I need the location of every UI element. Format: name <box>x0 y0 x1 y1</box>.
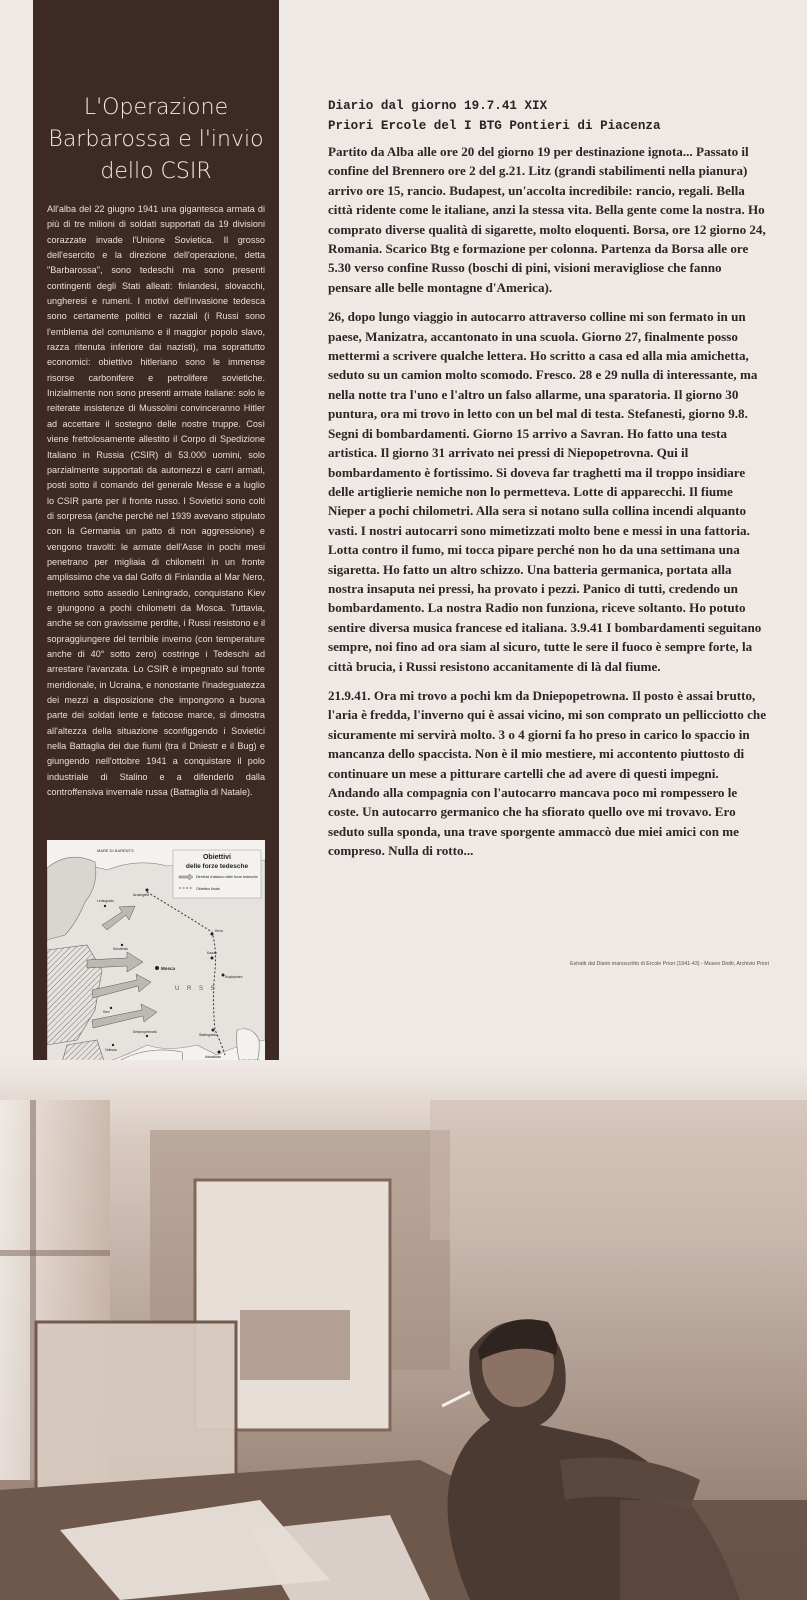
intro-text: All'alba del 22 giugno 1941 una gigantesca armata di più di tre milioni di soldati supportati da 19 divisioni corazzate invade l'Unione Sovietica. Il grosso dell'esercito e la direzione dell'operazione, detta "Barbarossa", sono tedeschi ma sono presenti contingenti degli Stati alleati: finlandesi, slovacchi, ungheresi e rumeni. I motivi dell'invasione tedesca sono certamente politici e razziali (i Russi sono l'emblema del comunismo e il maggior popolo slavo, razza ritenuta inferiore dai nazisti), ma soprattutto economici: obiettivo hitleriano sono le immense risorse carbonifere e petrolifere sovietiche. Inizialmente non sono presenti armate italiane: solo le reiterate insistenze di Mussolini convinceranno Hitler ad accettare il sostegno delle nostre truppe. Così viene frettolosamente allestito il Corpo di Spedizione Italiano in Russia (CSIR) di 53.000 uomini, solo parzialmente supportati da automezzi e carri armati, posti sotto il comando del generale Messe e a luglio lo CSIR parte per il fronte russo. I Sovietici sono colti di sorpresa (anche perché nel 1939 avevano stipulato con la Germania un patto di non aggressione) e vengono travolti: le armate dell'Asse in pochi mesi penetrano per migliaia di chilometri in un fronte amplissimo che va dal Golfo di Finlandia al Mar Nero, mettono sotto assedio Leningrado, conquistano Kiev e giungono a pochi chilometri da Mosca. Tuttavia, anche se con gravissime perdite, i Russi resistono e il sopraggiungere del terribile inverno (con temperature anche di 40° sotto zero) costringe i Tedeschi ad arrestare l'avanzata. Lo CSIR è impegnato sul fronte meridionale, in Ucraina, e nonostante l'inadeguatezza dei mezzi a disposizione che impongono a buona parte dei soldati lente e faticose marce, si dimostra all'altezza della situazione sconfiggendo i Sovietici nella Battaglia dei due fiumi (tra il Dniestr e il Bug) e giungendo nell'ottobre 1941 a conquistare il polo industriale di Stalino e a difenderlo dalla controffensiva invernale russa (Battaglia di Natale). <box>47 204 265 798</box>
map-title-2: delle forze tedesche <box>185 863 249 870</box>
label-kiev: Kiev <box>103 1010 110 1014</box>
diary-paragraph: 26, dopo lungo viaggio in autocarro attraverso colline mi son fermato in un paese, Manizatra, accantonato in una scuola. Giorno 27, finalmente posso mettermi a scrivere qualche lettera. Ho scritto a casa ed alla mia amichetta, seduto su un camion molto scomodo. Fresco. 28 e 29 nulla di interessante, ma nella notte tra l'uno e l'altro un falso allarme, una sparatoria. Il giorno 30 puntura, ora mi trovo in letto con un bel mal di testa. Stefanesti, giorno 9.8. Segni di bombardamenti. Giorno 15 arrivo a Savran. Ho fatto una testa artistica. Il giorno 31 arrivato nei pressi di Niepopetrovna. Qui il bombardamento è fortissimo. Si doveva far traghetti ma il troppo insidiare delle artiglierie nemiche non lo permetteva. Lotte di apparecchi. Il fiume Nieper a pochi chilometri. Alla sera si notano sulla collina incendi alquanto vasti. I nostri autocarri sono mimetizzati molto bene e messi in una fattoria. Lotta contro il fumo, mi tocca pipare perché non ho da una settimana una sigaretta. Ho fatto un altro schizzo. Una batteria germanica, portata alla nostra insaputa nei pressi, ha provato i pezzi. Panico di tutti, credendo un bombardamento. La nostra Radio non funziona, riceve soltanto. Ho potuto sentire diversa musica francese ed italiana. 3.9.41 I bombardamenti seguitano sempre, noi fino ad ora siam al sicuro, tutte le sere il fuoco è sempre forte, la città brucia, i Russi resistono accanitamente di là dal fiume. <box>328 309 762 674</box>
sidebar-panel <box>33 0 279 1103</box>
diary-heading <box>328 96 768 136</box>
label-astrakhan: Astrakhan <box>205 1055 222 1059</box>
title-line-3: dello CSIR <box>100 159 212 184</box>
label-odessa: Odessa <box>105 1048 117 1052</box>
label-kazan: Kazan <box>207 951 218 955</box>
diary-body <box>328 142 768 861</box>
label-kuibyshev: Kuybyshev <box>225 975 243 979</box>
label-stalingrado: Stalingrado <box>199 1033 218 1037</box>
diary-heading-line-1: Diario dal giorno 19.7.41 XIX <box>328 99 548 113</box>
label-moscow: Mosca <box>161 966 176 971</box>
diary-section <box>328 96 768 871</box>
source-note: Estratti dal Diario manoscritto di Ercole Priori (1941-43) - Museo Diotti, Archivio Priori <box>570 961 769 967</box>
label-urss: U R S S <box>175 986 218 992</box>
title-line-1: L'Operazione <box>83 95 229 120</box>
label-leningrado: Leningrado <box>97 899 114 903</box>
map-illustration <box>47 840 265 1086</box>
label-smolensk: Smolensk <box>113 947 128 951</box>
label-kirov: Kirov <box>215 929 224 933</box>
historical-map <box>47 840 265 1086</box>
sepia-photo <box>0 1060 807 1600</box>
map-legend-line: Obiettivo finale <box>196 887 220 891</box>
map-legend-arrow: Direttrici d'attacco delle forze tedesche <box>196 875 258 879</box>
label-barents: MARE DI BARENTS <box>97 848 134 853</box>
map-title-1: Obiettivi <box>202 854 232 861</box>
diary-paragraph: Partito da Alba alle ore 20 del giorno 19 per destinazione ignota... Passato il confine del Brennero ore 2 del g.21. Litz (grandi stabilimenti nella pianura) arrivo ore 15, rancio. Budapest, un'accolta incredibile: rancio, regali. Bella città ridente come le italiane, anzi la stessa vita. Bella gente come la nostra. Ho comprato diverse qualità di sigarette, molto eloquenti. Borsa, ore 12 giorno 24, Romania. Scarico Btg e formazione per colonna. Partenza da Borsa alle ore 5.30 verso confine Russo (boschi di pini, visioni meravigliose che fanno pensare alle belle montagne d'America). <box>328 144 766 295</box>
label-arcangelo: Arcangelo <box>133 893 150 897</box>
diary-heading-line-2: Priori Ercole del I BTG Pontieri di Piacenza <box>328 119 661 133</box>
page-title <box>33 92 279 188</box>
diary-paragraph: 21.9.41. Ora mi trovo a pochi km da Dniepopetrowna. Il posto è assai brutto, l'aria è fredda, l'inverno qui è assai vicino, mi son comprato un pellicciotto che sicuramente mi servirà molto. 3 o 4 giorni fa ho preso in carico lo spaccio in mancanza dello spaccista. Non è il mio mestiere, mi accontento piuttosto di continuare un mese a pitturare cartelli che ad avere di questi impegni. Andando alla compagnia con l'autocarro mancava poco mi rompessero le coste. Un autocarro germanico che ha sfiorato quello ove mi trovavo. Ero seduto sulla sponda, una trave sporgente ammaccò due miei amici con me compreso. Nulla di rotto... <box>328 687 767 859</box>
label-dnepropetrovsk: Dnepropetrovsk <box>133 1030 157 1034</box>
title-line-2: Barbarossa e l'invio <box>48 127 264 152</box>
